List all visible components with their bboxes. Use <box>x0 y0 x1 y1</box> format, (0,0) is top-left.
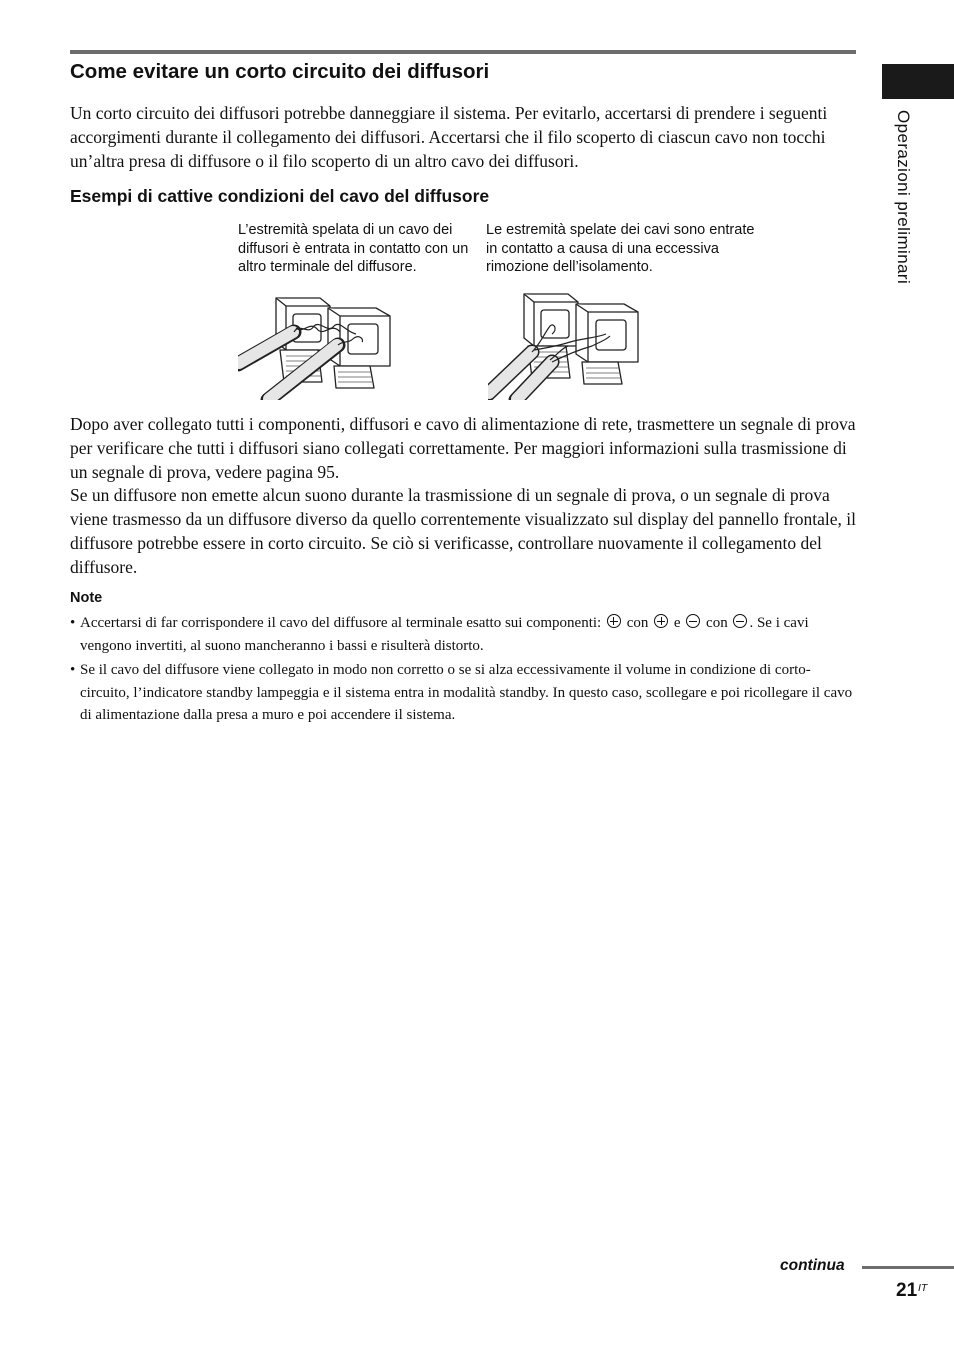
page-language-suffix: IT <box>918 1282 928 1294</box>
notes-title: Note <box>70 590 103 606</box>
plus-symbol-icon <box>607 614 621 628</box>
section-title: Come evitare un corto circuito dei diffusori <box>70 60 490 83</box>
minus-symbol-icon <box>686 614 700 628</box>
left-caption: L’estremità spelata di un cavo dei diffusori è entrata in contatto con un altro terminale del diffusore. <box>238 222 469 275</box>
top-rule <box>70 50 856 54</box>
right-caption: Le estremità spelate dei cavi sono entrate in contatto a causa di una eccessiva rimozione dell’isolamento. <box>486 222 755 275</box>
terminal-illustration-right <box>488 290 648 400</box>
minus-symbol-icon <box>733 614 747 628</box>
note-text: . Se i cavi vengono invertiti, al suono mancheranno i bassi e risulterà distorto. <box>80 615 809 654</box>
examples-title: Esempi di cattive condizioni del cavo del diffusore <box>70 186 490 206</box>
bullet-marker: • <box>70 662 76 678</box>
note-text: con <box>702 615 732 631</box>
note-text: con <box>622 615 653 631</box>
terminal-illustration-left <box>238 290 398 400</box>
note-item <box>70 659 856 727</box>
continua-rule <box>862 1266 954 1269</box>
plus-symbol-icon <box>654 614 668 628</box>
note-item <box>70 612 856 657</box>
side-tab-marker <box>882 64 954 99</box>
intro-paragraph: Un corto circuito dei diffusori potrebbe danneggiare il sistema. Per evitarlo, accertarsi di prendere i seguenti accorgimenti durante il collegamento dei diffusori. Accertarsi che il filo scoperto di ciascun cavo non tocchi un’altra presa di diffusore o il filo scoperto di un altro cavo dei diffusori. <box>70 103 828 171</box>
continua-label: continua <box>780 1257 845 1274</box>
note-text: e <box>670 615 685 631</box>
test-signal-paragraph: Dopo aver collegato tutti i componenti, diffusori e cavo di alimentazione di rete, trasmettere un segnale di prova per verificare che tutti i diffusori siano collegati correttamente. Per maggiori informazioni sulla trasmissione di un segnale di prova, vedere pagina 95. <box>70 414 856 482</box>
notes-list <box>70 612 856 729</box>
note-text: Se il cavo del diffusore viene collegato in modo non corretto o se si alza eccessivamente il volume in condizione di corto-circuito, l’indicatore standby lampeggia e il sistema entra in modalità standby. In questo caso, scollegare e poi ricollegare il cavo di alimentazione dalla presa a muro e poi accendere il sistema. <box>80 662 853 723</box>
bullet-marker: • <box>70 615 76 631</box>
note-text: Accertarsi di far corrispondere il cavo del diffusore al terminale esatto sui componenti: <box>80 615 605 631</box>
page-number: 21 <box>896 1280 918 1301</box>
short-circuit-paragraph: Se un diffusore non emette alcun suono durante la trasmissione di un segnale di prova, o un segnale di prova viene trasmesso da un diffusore diverso da quello correntemente visualizzato sul display del pannello frontale, il diffusore potrebbe essere in corto circuito. Se ciò si verificasse, controllare nuovamente il collegamento del diffusore. <box>70 485 856 577</box>
side-tab-label: Operazioni preliminari <box>894 110 913 285</box>
